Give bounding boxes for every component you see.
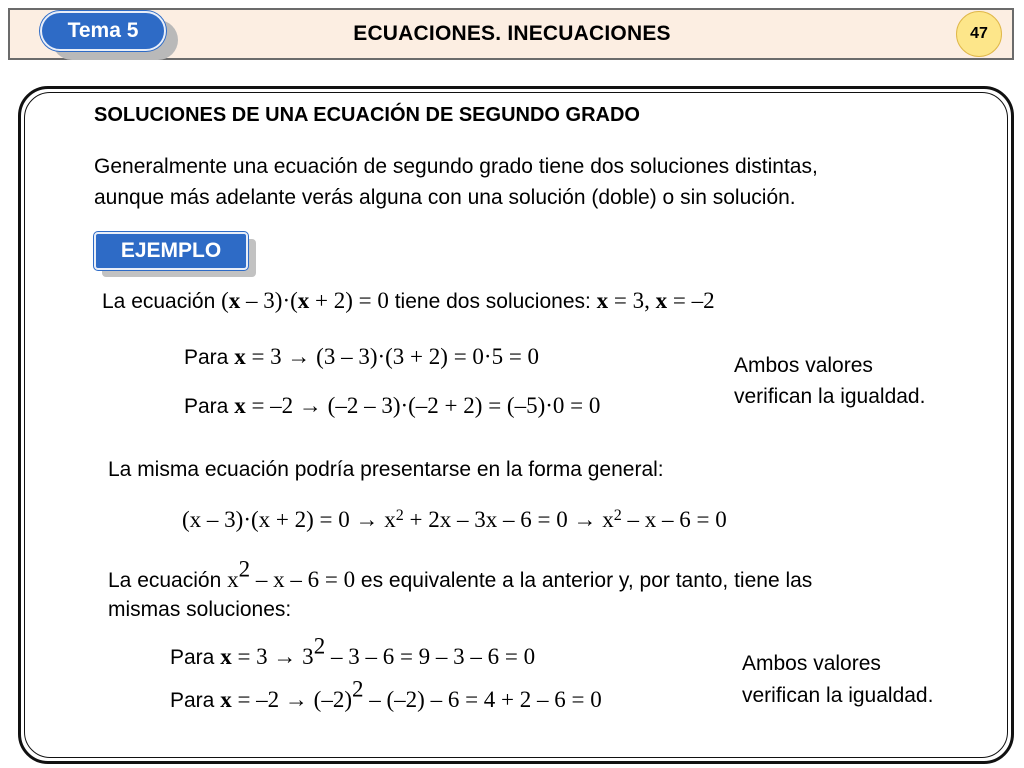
equiv-eq-b: – x – 6 = 0 (250, 567, 356, 592)
general-equation (182, 506, 727, 534)
general-form-intro: La misma ecuación podría presentarse en la forma general: (108, 458, 664, 481)
check-lead: Para (184, 346, 235, 369)
statement-middle: tiene dos soluciones: (388, 290, 597, 313)
page-number: 47 (956, 11, 1002, 57)
section-title: SOLUCIONES DE UNA ECUACIÓN DE SEGUNDO GRADO (94, 104, 640, 126)
eq-mid: – 3)·( (240, 288, 298, 313)
check-lead: Para (184, 395, 235, 418)
check-expression: = 3 → (3 – 3)·(3 + 2) = 0·5 = 0 (245, 344, 540, 369)
general-eq-part-b: + 2x – 3x – 6 = 0 → x (403, 507, 614, 532)
solution-2: = –2 (667, 288, 715, 313)
general-eq-part-a: (x – 3)·(x + 2) = 0 → x (182, 507, 396, 532)
check-line-4 (170, 676, 602, 714)
var-x: x (228, 288, 241, 313)
var-x: x (234, 393, 246, 418)
exponent: 2 (352, 676, 364, 702)
var-x: x (234, 344, 246, 369)
note-1-line-2: verifican la igualdad. (734, 385, 926, 408)
check-expression-a: = –2 → (–2) (231, 687, 352, 712)
check-line-2 (184, 392, 600, 420)
chapter-title: ECUACIONES. INECUACIONES (353, 22, 671, 45)
check-expression-b: – (–2) – 6 = 4 + 2 – 6 = 0 (363, 687, 602, 712)
exponent: 2 (238, 556, 251, 582)
var-x: x (655, 288, 668, 313)
var-x: x (596, 288, 609, 313)
note-2-line-2: verifican la igualdad. (742, 684, 934, 707)
check-expression: = –2 → (–2 – 3)·(–2 + 2) = (–5)·0 = 0 (245, 393, 601, 418)
general-eq-part-c: – x – 6 = 0 (621, 507, 727, 532)
statement-lead: La ecuación (102, 290, 216, 313)
intro-line-2: aunque más adelante verás alguna con una solución (doble) o sin solución. (94, 186, 796, 209)
check-line-1 (184, 343, 539, 371)
tema-badge: Tema 5 (40, 11, 166, 51)
var-x: x (220, 687, 232, 712)
check-expression-b: – 3 – 6 = 9 – 3 – 6 = 0 (325, 644, 536, 669)
note-1-line-1: Ambos valores (734, 354, 873, 377)
equiv-lead: La ecuación (108, 569, 228, 592)
exponent: 2 (395, 506, 404, 524)
equivalence-line-2: mismas soluciones: (108, 598, 292, 621)
equiv-rest: es equivalente a la anterior y, por tanto, tiene las (355, 569, 813, 592)
check-line-3 (170, 633, 536, 671)
equivalence-line-1 (108, 556, 813, 594)
note-2-line-1: Ambos valores (742, 652, 881, 675)
example-statement (102, 287, 715, 315)
equiv-eq-a: x (227, 567, 239, 592)
check-lead: Para (170, 646, 221, 669)
eq-close: + 2) = 0 (309, 288, 389, 313)
var-x: x (297, 288, 310, 313)
exponent: 2 (613, 506, 622, 524)
check-lead: Para (170, 689, 221, 712)
example-badge: EJEMPLO (94, 232, 248, 270)
check-expression-a: = 3 → 3 (231, 644, 314, 669)
solution-1: = 3, (608, 288, 656, 313)
eq-open: ( (221, 288, 229, 313)
exponent: 2 (313, 633, 326, 659)
intro-line-1: Generalmente una ecuación de segundo grado tiene dos soluciones distintas, (94, 155, 818, 178)
var-x: x (220, 644, 232, 669)
